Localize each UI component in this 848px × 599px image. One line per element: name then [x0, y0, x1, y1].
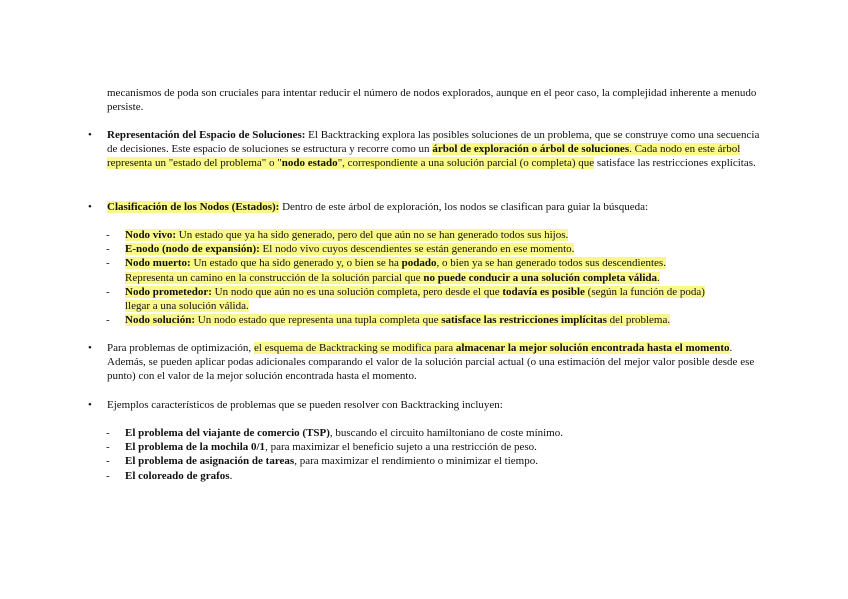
node-definition: (según la función de poda)	[584, 285, 705, 298]
node-term: Nodo solución:	[125, 314, 195, 327]
list-item	[106, 256, 765, 284]
intro-text: mecanismos de poda son cruciales para intentar reducir el número de nodos explorados, aunque en el peor caso, la complejidad inherente a menudo persiste.	[107, 87, 757, 114]
emphasis-text: árbol de exploración o árbol de soluciones	[432, 143, 630, 156]
emphasis-text: momento	[685, 342, 730, 354]
list-item	[106, 285, 765, 313]
bullet-ejemplos	[88, 398, 762, 412]
emphasis-text: nodo estado	[281, 157, 338, 170]
dash-glyph: -	[106, 441, 110, 454]
dash-glyph: -	[106, 257, 110, 270]
nodes-list	[106, 228, 765, 327]
dash-glyph: -	[106, 469, 110, 482]
example-title: El problema del viajante de comercio (TSP)	[125, 427, 330, 439]
examples-list	[106, 426, 765, 483]
node-definition: Representa un camino en la construcción de la solución parcial que	[125, 271, 424, 284]
bullet-clasificacion	[88, 200, 762, 214]
list-item	[106, 440, 765, 454]
node-term: Nodo muerto:	[125, 257, 191, 270]
node-definition: Un estado que ya ha sido generado, pero del que aún no se han generado todos sus hijos.	[176, 229, 569, 241]
emphasis-text: todavía es posible	[502, 285, 585, 298]
bullet-glyph: •	[88, 342, 92, 354]
body-text: Para problemas de optimización,	[107, 342, 254, 354]
dash-glyph: -	[106, 243, 110, 256]
body-text: Dentro de este árbol de exploración, los nodos se clasifican para guiar la búsqueda:	[279, 201, 649, 213]
dash-glyph: -	[106, 285, 110, 298]
emphasis-text: satisface las restricciones implícitas	[441, 314, 607, 327]
node-definition: El nodo vivo cuyos descendientes se están generando en ese momento.	[259, 243, 575, 256]
dash-glyph: -	[106, 229, 110, 241]
list-item	[106, 469, 765, 483]
list-item	[106, 313, 765, 327]
dash-glyph: -	[106, 427, 110, 439]
example-description: , para maximizar el beneficio sujeto a una restricción de peso.	[265, 441, 537, 454]
node-definition: del problema.	[606, 314, 671, 327]
body-text: el esquema de Backtracking se modifica para	[253, 342, 456, 354]
node-definition: Un nodo estado que representa una tupla completa que	[195, 314, 442, 327]
node-definition: , o bien ya se han generado todos sus descendientes.	[436, 257, 666, 270]
example-title: El problema de la mochila 0/1	[125, 441, 266, 454]
example-title: El coloreado de grafos	[125, 469, 230, 482]
example-description: , buscando el circuito hamiltoniano de coste mínimo.	[329, 427, 563, 439]
example-description: .	[229, 469, 233, 482]
body-text: satisface las restricciones explícitas.	[596, 157, 756, 170]
bullet-optimizacion	[88, 341, 762, 384]
bullet-representacion	[88, 128, 762, 171]
node-definition: llegar a una solución válida.	[125, 300, 249, 313]
bullet-glyph: •	[88, 201, 92, 213]
bullet-heading: Representación del Espacio de Soluciones:	[107, 129, 306, 141]
bullet-heading: Clasificación de los Nodos (Estados):	[107, 201, 280, 213]
body-text: . Además, se pueden aplicar podas adicionales comparando el valor de la solución parcial actual (o una estimación del mejor valor posible desde ese punto) con el valor de la mejor solución encontrada hasta el momento.	[107, 342, 755, 383]
bullet-glyph: •	[88, 399, 92, 411]
list-item	[106, 426, 765, 440]
node-term: E-nodo (nodo de expansión):	[125, 243, 260, 256]
dash-glyph: -	[106, 455, 110, 468]
intro-paragraph	[107, 86, 762, 114]
node-definition: Un estado que ha sido generado y, o bien se ha	[190, 257, 402, 270]
dash-glyph: -	[106, 314, 110, 327]
bullet-glyph: •	[88, 129, 92, 141]
emphasis-text: almacenar la mejor solución encontrada hasta el	[455, 342, 683, 354]
body-text: Ejemplos característicos de problemas que se pueden resolver con Backtracking incluyen:	[107, 399, 503, 411]
list-item	[106, 228, 765, 242]
example-title: El problema de asignación de tareas	[125, 455, 295, 468]
emphasis-text: no puede conducir a una solución completa válida	[423, 271, 658, 284]
body-text: El Backtracking explora las posibles soluciones de un problema, que se construye como una secuencia de decisiones. Este espacio de soluciones se estructura y recorre como un	[107, 129, 760, 156]
list-item	[106, 242, 765, 256]
example-description: , para maximizar el rendimiento o minimizar el tiempo.	[294, 455, 538, 468]
node-term: Nodo prometedor:	[125, 285, 212, 298]
body-text: ", correspondiente a una solución parcial (o completa) que	[337, 157, 595, 170]
node-definition: .	[657, 271, 660, 284]
list-item	[106, 454, 765, 468]
body-text: . Cada nodo en este árbol representa un "estado del problema" o "	[107, 143, 741, 170]
node-definition: Un nodo que aún no es una solución completa, pero desde el que	[211, 285, 503, 298]
emphasis-text: podado	[401, 257, 437, 270]
node-term: Nodo vivo:	[125, 229, 177, 241]
